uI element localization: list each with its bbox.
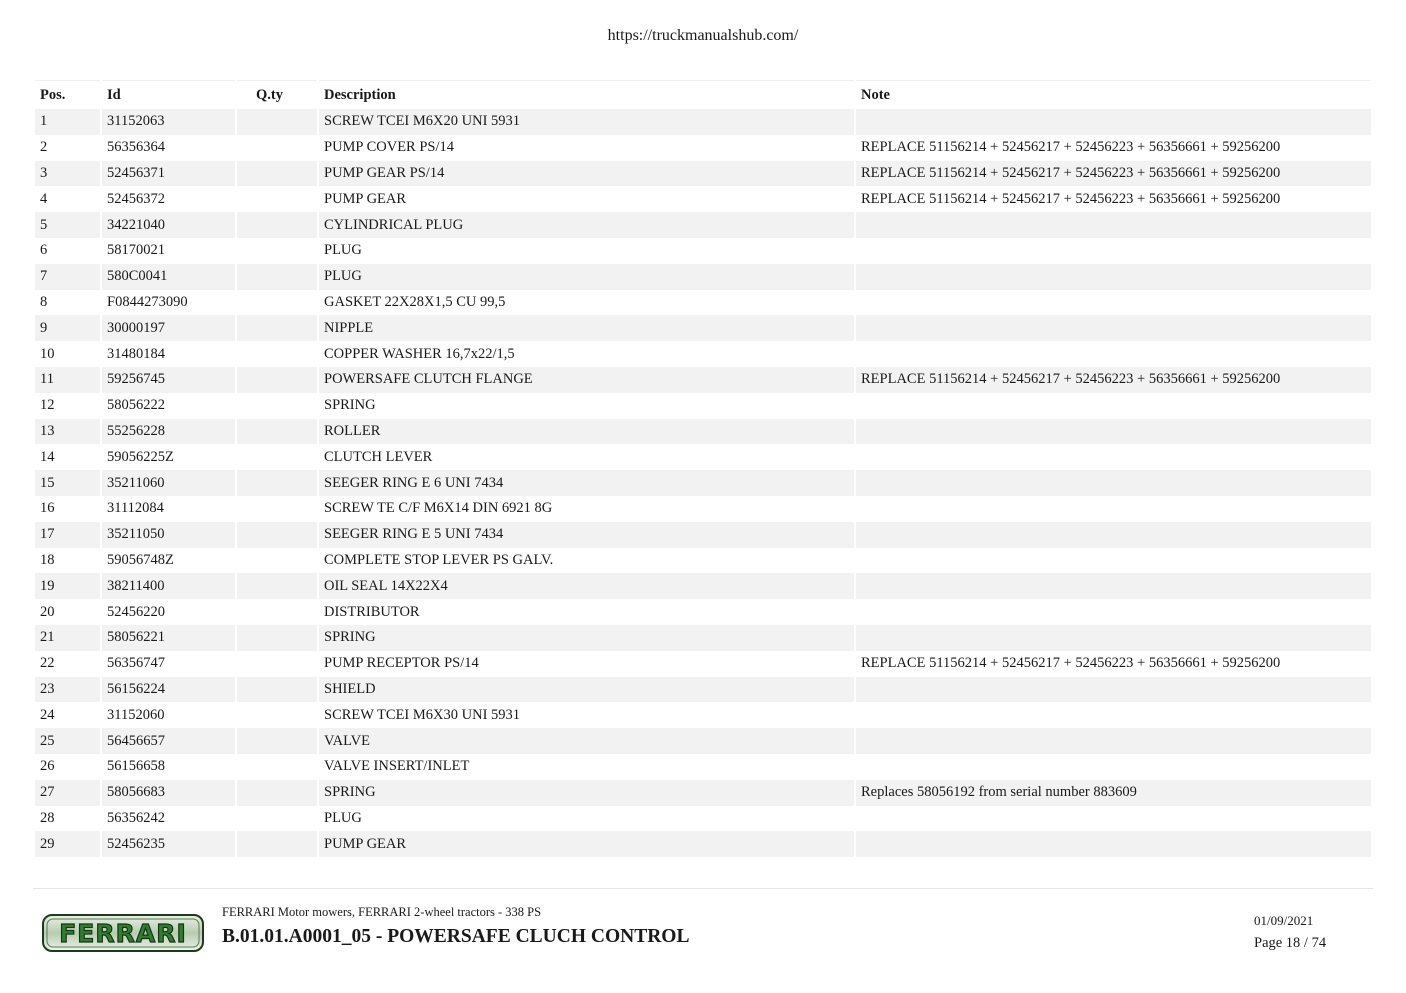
cell-id: 35211060 <box>102 470 235 496</box>
cell-note <box>856 341 1371 367</box>
table-row <box>35 831 1371 857</box>
cell-pos: 16 <box>35 496 100 522</box>
cell-note <box>856 754 1371 780</box>
cell-qty <box>237 341 317 367</box>
cell-qty <box>237 470 317 496</box>
cell-qty <box>237 161 317 187</box>
cell-note <box>856 548 1371 574</box>
cell-note <box>856 806 1371 832</box>
cell-qty <box>237 496 317 522</box>
column-header-pos: Pos. <box>35 80 100 109</box>
parts-table-body <box>35 109 1371 857</box>
table-row <box>35 522 1371 548</box>
cell-qty <box>237 625 317 651</box>
cell-note <box>856 573 1371 599</box>
table-row <box>35 806 1371 832</box>
cell-note <box>856 290 1371 316</box>
cell-id: 52456371 <box>102 161 235 187</box>
cell-id: 56456657 <box>102 728 235 754</box>
cell-note <box>856 677 1371 703</box>
cell-pos: 14 <box>35 444 100 470</box>
cell-pos: 2 <box>35 135 100 161</box>
table-row <box>35 212 1371 238</box>
cell-note: REPLACE 51156214 + 52456217 + 52456223 + 56356661 + 59256200 <box>856 651 1371 677</box>
cell-qty <box>237 780 317 806</box>
cell-pos: 15 <box>35 470 100 496</box>
cell-qty <box>237 135 317 161</box>
cell-id: 52456235 <box>102 831 235 857</box>
table-row <box>35 264 1371 290</box>
cell-description: PUMP GEAR PS/14 <box>319 161 854 187</box>
cell-id: 31152060 <box>102 702 235 728</box>
table-row <box>35 444 1371 470</box>
cell-note: REPLACE 51156214 + 52456217 + 52456223 + 56356661 + 59256200 <box>856 186 1371 212</box>
cell-description: SCREW TE C/F M6X14 DIN 6921 8G <box>319 496 854 522</box>
cell-description: PUMP COVER PS/14 <box>319 135 854 161</box>
cell-description: SHIELD <box>319 677 854 703</box>
cell-qty <box>237 599 317 625</box>
cell-id: 58056683 <box>102 780 235 806</box>
cell-id: 59056225Z <box>102 444 235 470</box>
cell-pos: 4 <box>35 186 100 212</box>
cell-description: NIPPLE <box>319 315 854 341</box>
cell-pos: 25 <box>35 728 100 754</box>
cell-id: 56156224 <box>102 677 235 703</box>
cell-id: 55256228 <box>102 419 235 445</box>
table-row <box>35 780 1371 806</box>
cell-qty <box>237 831 317 857</box>
cell-description: PUMP GEAR <box>319 186 854 212</box>
table-row <box>35 651 1371 677</box>
cell-note <box>856 625 1371 651</box>
cell-qty <box>237 728 317 754</box>
cell-description: GASKET 22X28X1,5 CU 99,5 <box>319 290 854 316</box>
table-row <box>35 599 1371 625</box>
cell-qty <box>237 212 317 238</box>
cell-id: 58170021 <box>102 238 235 264</box>
cell-id: 56356242 <box>102 806 235 832</box>
table-row <box>35 341 1371 367</box>
cell-description: SCREW TCEI M6X20 UNI 5931 <box>319 109 854 135</box>
cell-qty <box>237 444 317 470</box>
cell-id: 580C0041 <box>102 264 235 290</box>
cell-qty <box>237 522 317 548</box>
cell-description: PLUG <box>319 806 854 832</box>
cell-id: 35211050 <box>102 522 235 548</box>
cell-id: 31152063 <box>102 109 235 135</box>
cell-pos: 12 <box>35 393 100 419</box>
cell-qty <box>237 290 317 316</box>
table-row <box>35 315 1371 341</box>
cell-note <box>856 109 1371 135</box>
cell-description: OIL SEAL 14X22X4 <box>319 573 854 599</box>
cell-description: SPRING <box>319 780 854 806</box>
cell-qty <box>237 367 317 393</box>
cell-pos: 28 <box>35 806 100 832</box>
cell-description: POWERSAFE CLUTCH FLANGE <box>319 367 854 393</box>
document-date: 01/09/2021 <box>1254 913 1314 928</box>
cell-id: 52456220 <box>102 599 235 625</box>
cell-pos: 19 <box>35 573 100 599</box>
cell-pos: 20 <box>35 599 100 625</box>
cell-description: DISTRIBUTOR <box>319 599 854 625</box>
cell-id: 58056221 <box>102 625 235 651</box>
cell-note: REPLACE 51156214 + 52456217 + 52456223 + 56356661 + 59256200 <box>856 367 1371 393</box>
table-row <box>35 135 1371 161</box>
cell-id: 59056748Z <box>102 548 235 574</box>
table-row <box>35 161 1371 187</box>
cell-description: SEEGER RING E 5 UNI 7434 <box>319 522 854 548</box>
table-row <box>35 728 1371 754</box>
cell-description: SEEGER RING E 6 UNI 7434 <box>319 470 854 496</box>
cell-note <box>856 702 1371 728</box>
ferrari-logo <box>42 914 204 952</box>
cell-description: PLUG <box>319 238 854 264</box>
cell-pos: 21 <box>35 625 100 651</box>
table-row <box>35 677 1371 703</box>
cell-id: 34221040 <box>102 212 235 238</box>
cell-pos: 3 <box>35 161 100 187</box>
cell-pos: 8 <box>35 290 100 316</box>
cell-id: 56156658 <box>102 754 235 780</box>
cell-note: REPLACE 51156214 + 52456217 + 52456223 + 56356661 + 59256200 <box>856 161 1371 187</box>
cell-id: 31480184 <box>102 341 235 367</box>
table-row <box>35 702 1371 728</box>
table-row <box>35 548 1371 574</box>
cell-description: ROLLER <box>319 419 854 445</box>
cell-qty <box>237 754 317 780</box>
cell-id: 58056222 <box>102 393 235 419</box>
logo-text: FERRARI <box>59 919 187 948</box>
cell-qty <box>237 186 317 212</box>
cell-pos: 5 <box>35 212 100 238</box>
cell-qty <box>237 264 317 290</box>
cell-note <box>856 264 1371 290</box>
cell-description: CYLINDRICAL PLUG <box>319 212 854 238</box>
cell-description: COMPLETE STOP LEVER PS GALV. <box>319 548 854 574</box>
cell-pos: 13 <box>35 419 100 445</box>
cell-description: CLUTCH LEVER <box>319 444 854 470</box>
table-row <box>35 496 1371 522</box>
cell-description: PUMP GEAR <box>319 831 854 857</box>
cell-pos: 29 <box>35 831 100 857</box>
table-row <box>35 625 1371 651</box>
cell-pos: 9 <box>35 315 100 341</box>
cell-note <box>856 315 1371 341</box>
page-number: Page 18 / 74 <box>1254 935 1327 951</box>
parts-table <box>33 80 1373 857</box>
cell-qty <box>237 393 317 419</box>
cell-description: SPRING <box>319 625 854 651</box>
cell-qty <box>237 573 317 599</box>
cell-description: PLUG <box>319 264 854 290</box>
table-row <box>35 186 1371 212</box>
table-row <box>35 754 1371 780</box>
cell-qty <box>237 677 317 703</box>
table-row <box>35 573 1371 599</box>
cell-pos: 24 <box>35 702 100 728</box>
cell-pos: 27 <box>35 780 100 806</box>
cell-id: 30000197 <box>102 315 235 341</box>
table-row <box>35 367 1371 393</box>
cell-pos: 26 <box>35 754 100 780</box>
column-header-qty: Q.ty <box>237 80 317 109</box>
cell-qty <box>237 806 317 832</box>
column-header-note: Note <box>856 80 1371 109</box>
cell-pos: 11 <box>35 367 100 393</box>
cell-qty <box>237 419 317 445</box>
cell-qty <box>237 315 317 341</box>
cell-pos: 10 <box>35 341 100 367</box>
cell-qty <box>237 702 317 728</box>
cell-description: COPPER WASHER 16,7x22/1,5 <box>319 341 854 367</box>
document-title: B.01.01.A0001_05 - POWERSAFE CLUCH CONTROL <box>222 926 690 947</box>
cell-description: VALVE INSERT/INLET <box>319 754 854 780</box>
cell-pos: 6 <box>35 238 100 264</box>
cell-pos: 7 <box>35 264 100 290</box>
cell-description: VALVE <box>319 728 854 754</box>
cell-note <box>856 728 1371 754</box>
cell-pos: 18 <box>35 548 100 574</box>
table-row <box>35 393 1371 419</box>
cell-qty <box>237 651 317 677</box>
cell-id: 59256745 <box>102 367 235 393</box>
document-subtitle: FERRARI Motor mowers, FERRARI 2-wheel tractors - 338 PS <box>222 905 542 919</box>
cell-description: PUMP RECEPTOR PS/14 <box>319 651 854 677</box>
cell-description: SCREW TCEI M6X30 UNI 5931 <box>319 702 854 728</box>
table-row <box>35 470 1371 496</box>
cell-id: F0844273090 <box>102 290 235 316</box>
cell-note: REPLACE 51156214 + 52456217 + 52456223 + 56356661 + 59256200 <box>856 135 1371 161</box>
table-header-row <box>35 80 1371 109</box>
cell-note <box>856 238 1371 264</box>
cell-note <box>856 599 1371 625</box>
footer-divider <box>33 888 1373 889</box>
cell-qty <box>237 109 317 135</box>
cell-id: 31112084 <box>102 496 235 522</box>
cell-note <box>856 522 1371 548</box>
cell-qty <box>237 238 317 264</box>
cell-id: 38211400 <box>102 573 235 599</box>
table-row <box>35 238 1371 264</box>
cell-note <box>856 470 1371 496</box>
cell-description: SPRING <box>319 393 854 419</box>
cell-note <box>856 393 1371 419</box>
cell-pos: 22 <box>35 651 100 677</box>
table-row <box>35 109 1371 135</box>
cell-id: 56356747 <box>102 651 235 677</box>
cell-note: Replaces 58056192 from serial number 883609 <box>856 780 1371 806</box>
cell-id: 56356364 <box>102 135 235 161</box>
cell-note <box>856 496 1371 522</box>
table-row <box>35 290 1371 316</box>
cell-pos: 17 <box>35 522 100 548</box>
cell-note <box>856 831 1371 857</box>
cell-note <box>856 212 1371 238</box>
site-url: https://truckmanualshub.com/ <box>607 27 799 44</box>
table-row <box>35 419 1371 445</box>
cell-id: 52456372 <box>102 186 235 212</box>
column-header-description: Description <box>319 80 854 109</box>
cell-note <box>856 419 1371 445</box>
column-header-id: Id <box>102 80 235 109</box>
cell-qty <box>237 548 317 574</box>
cell-pos: 1 <box>35 109 100 135</box>
cell-pos: 23 <box>35 677 100 703</box>
cell-note <box>856 444 1371 470</box>
